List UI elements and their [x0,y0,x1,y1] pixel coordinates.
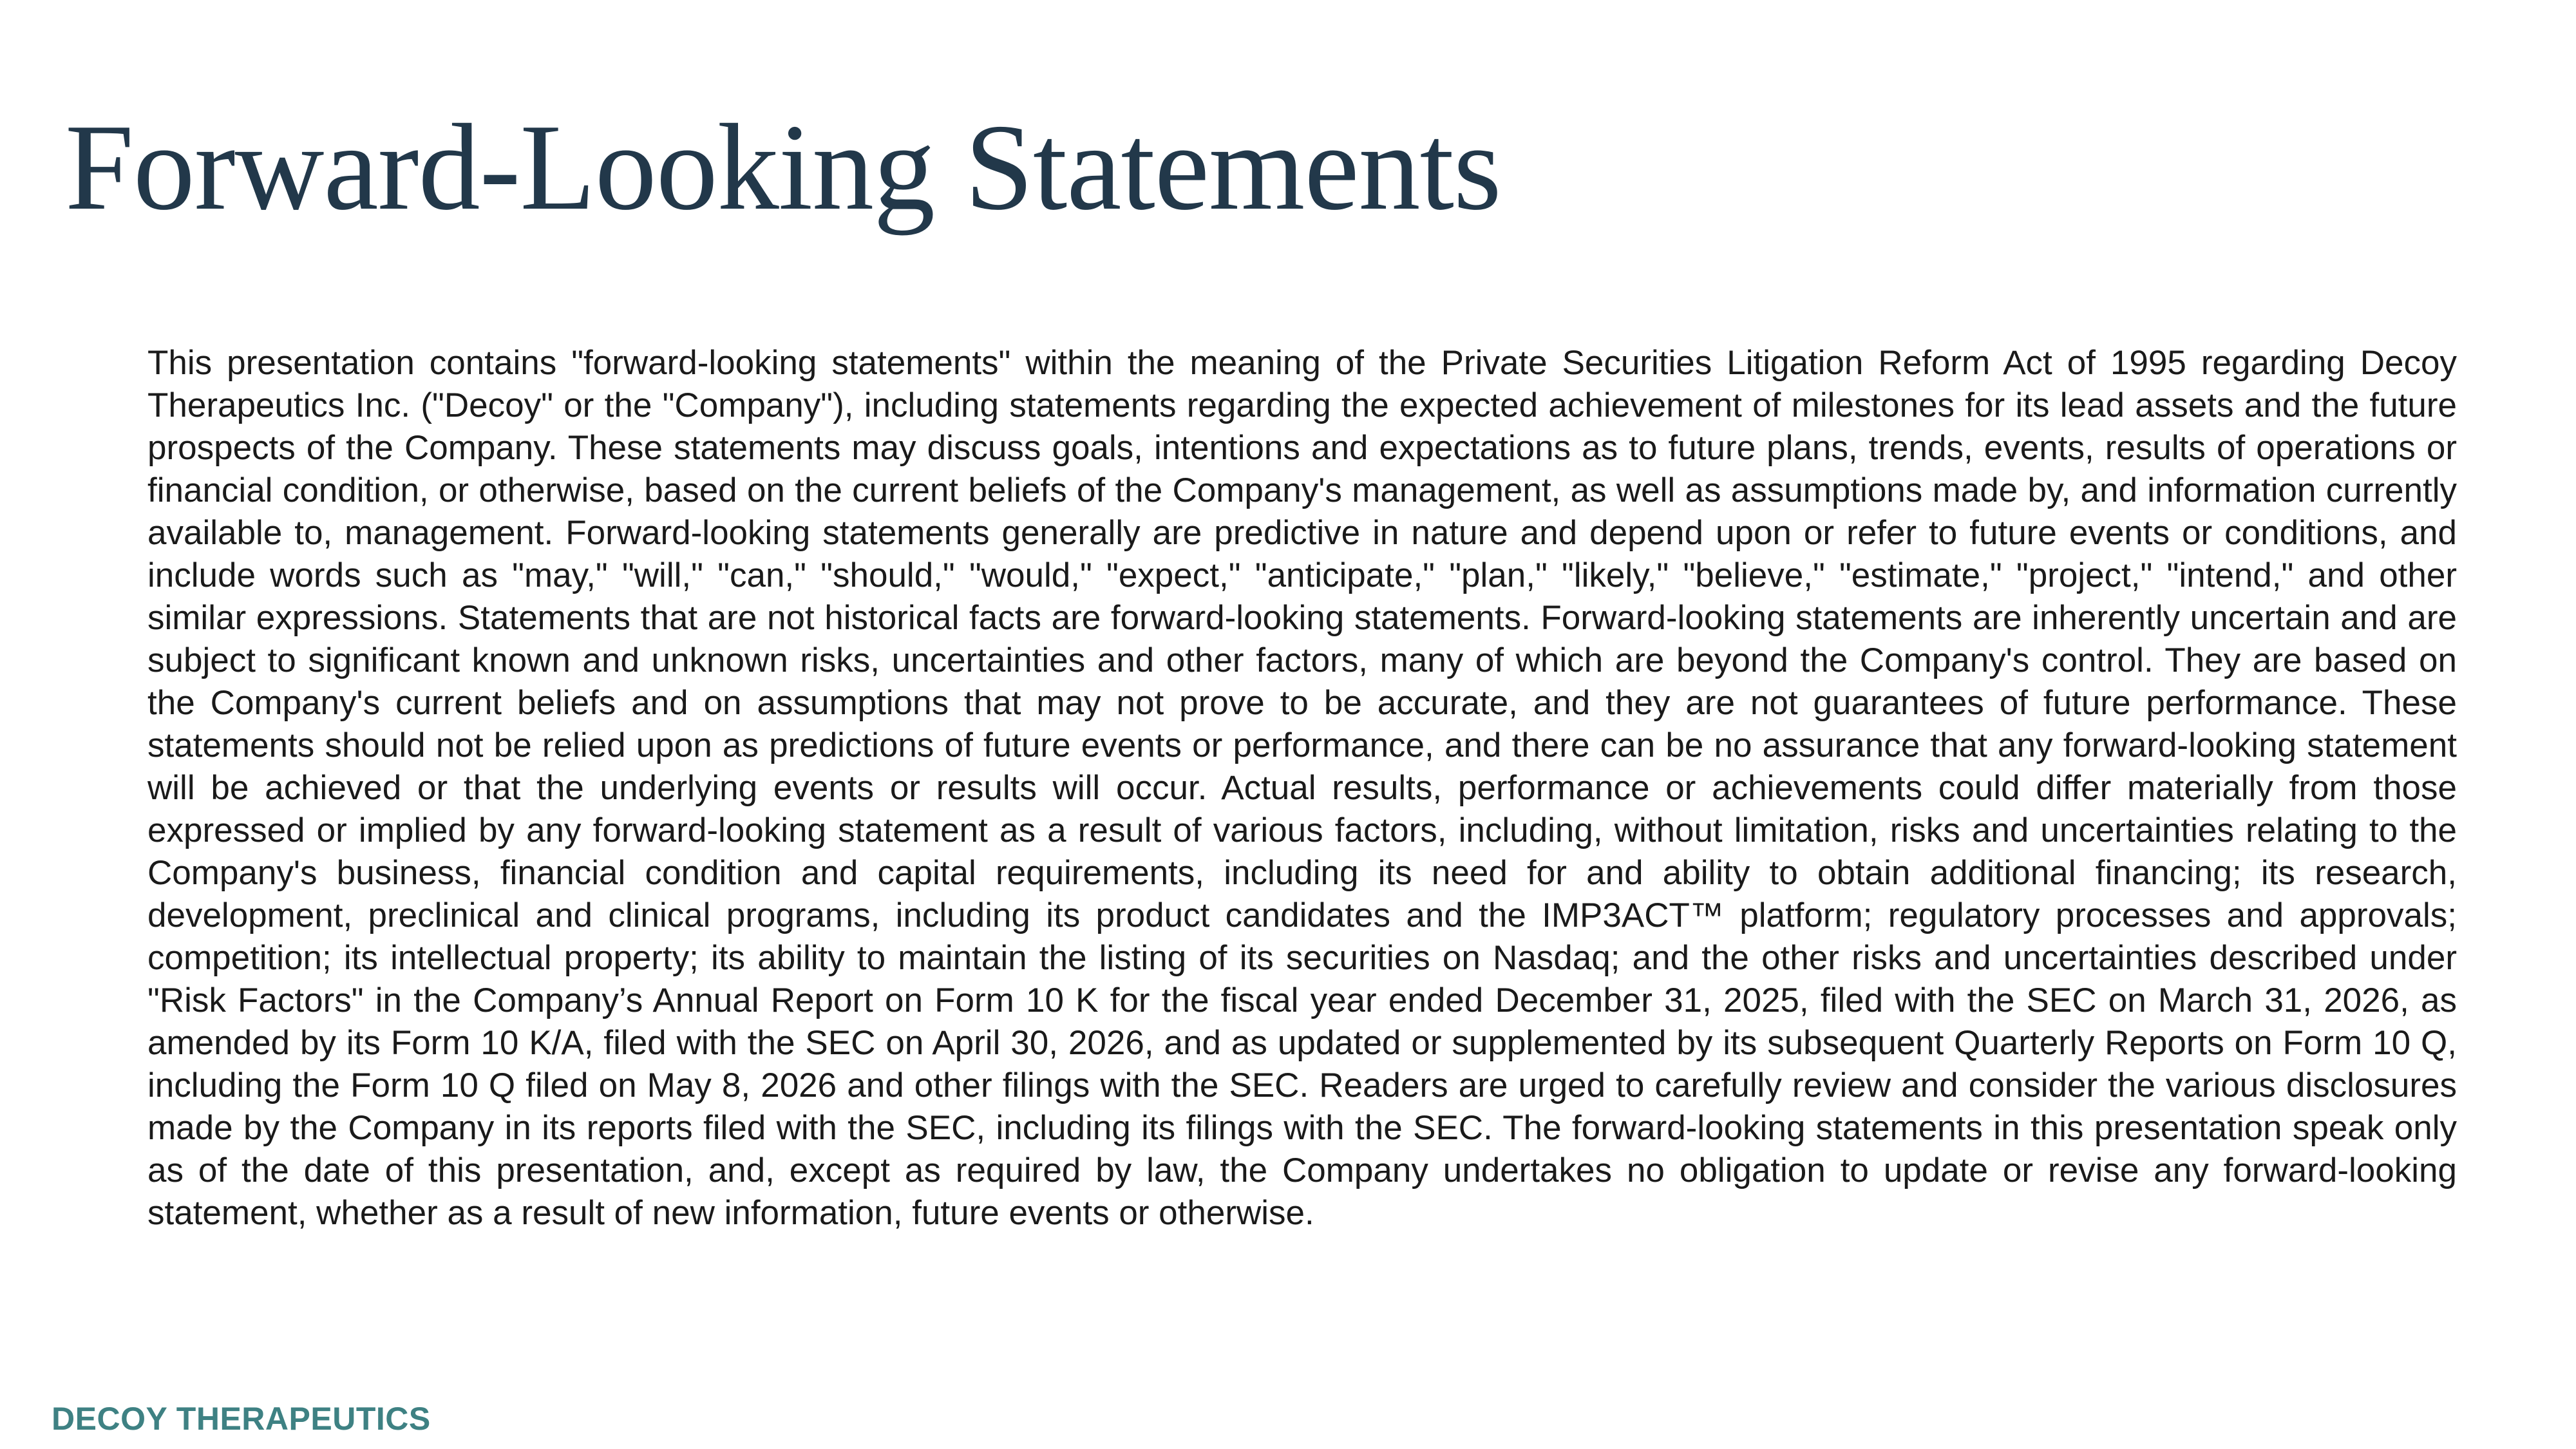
disclaimer-text: This presentation contains "forward-looking statements" within the meaning of the Private Securities Litigation Reform Act of 1995 regarding Decoy Therapeutics Inc. ("Decoy" or the "Company"), including statements regarding the expected achievement of milestones for its lead assets and the future prospects of the Company. These statements may discuss goals, intentions and expectations as to future plans, trends, events, results of operations or financial condition, or otherwise, based on the current beliefs of the Company's management, as well as assumptions made by, and information currently available to, management. Forward-looking statements generally are predictive in nature and depend upon or refer to future events or conditions, and include words such as "may," "will," "can," "should," "would," "expect," "anticipate," "plan," "likely," "believe," "estimate," "project," "intend," and other similar expressions. Statements that are not historical facts are forward-looking statements. Forward-looking statements are inherently uncertain and are subject to significant known and unknown risks, uncertainties and other factors, many of which are beyond the Company's control. They are based on the Company's current beliefs and on assumptions that may not prove to be accurate, and they are not guarantees of future performance. These statements should not be relied upon as predictions of future events or performance, and there can be no assurance that any forward-looking statement will be achieved or that the underlying events or results will occur. Actual results, performance or achievements could differ materially from those expressed or implied by any forward-looking statement as a result of various factors, including, without limitation, risks and uncertainties relating to the Company's business, financial condition and capital requirements, including its need for and ability to obtain additional financing; its research, development, preclinical and clinical programs, including its product candidates and the IMP3ACT™ platform; regulatory processes and approvals; competition; its intellectual property; its ability to maintain the listing of its securities on Nasdaq; and the other risks and uncertainties described under "Risk Factors" in the Company’s Annual Report on Form 10 K for the fiscal year ended December 31, 2025, filed with the SEC on March 31, 2026, as amended by its Form 10 K/A, filed with the SEC on April 30, 2026, and as updated or supplemented by its subsequent Quarterly Reports on Form 10 Q, including the Form 10 Q filed on May 8, 2026 and other filings with the SEC. Readers are urged to carefully review and consider the various disclosures made by the Company in its reports filed with the SEC, including its filings with the SEC. The forward-looking statements in this presentation speak only as of the date of this presentation, and, except as required by law, the Company undertakes no obligation to update or revise any forward-looking statement, whether as a result of new information, future events or otherwise. [147,344,2457,1232]
slide-title: Forward-Looking Statements [65,99,1501,236]
company-footer: DECOY THERAPEUTICS [52,1401,431,1437]
